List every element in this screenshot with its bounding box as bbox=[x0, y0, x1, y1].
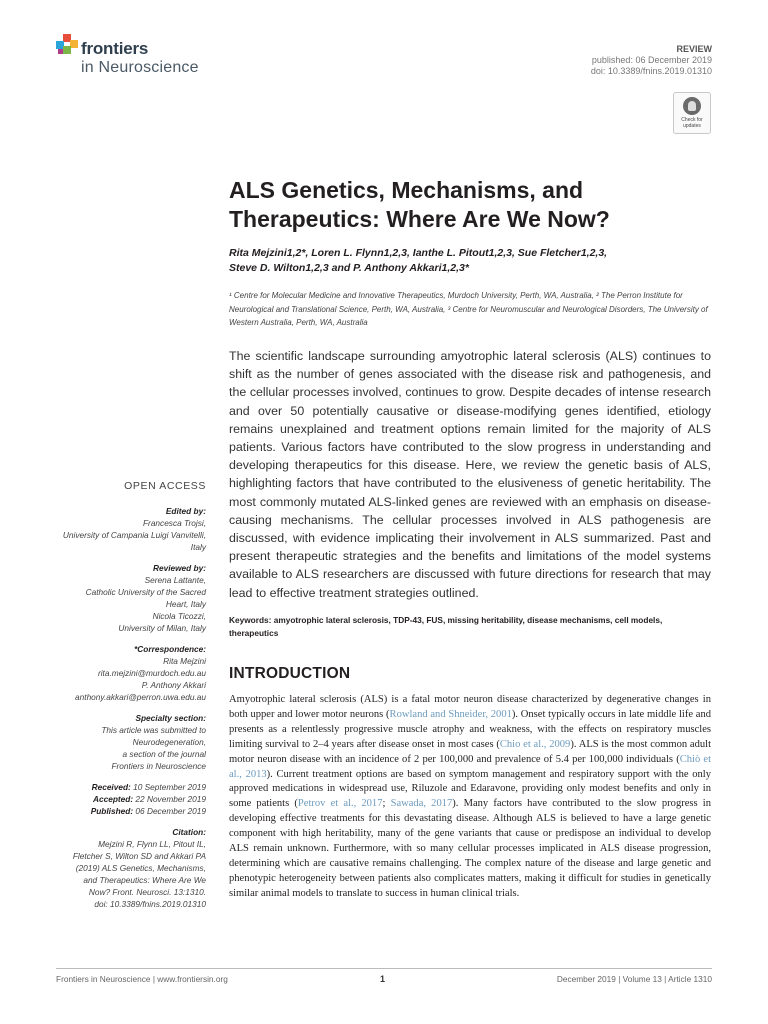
published-value: 06 December 2019 bbox=[135, 806, 206, 816]
intro-text: ). Current treatment options are based on symptom management and respiratory support with the only approved medications in widespread use, Riluzole and Edaravone, providing only modest benefits and only in some patients ( bbox=[229, 768, 711, 810]
intro-text: ). Many factors have contributed to the slow progress in developing effective treatments for this devastating disease. Although ALS is believed to have a large genetic component with high heritability, many of the gene variants that cause or predispose an individual to develop ALS remain unknown. Furthermore, with so many cellular processes implicated in ALS disease progression, determining which are causative remains challenging. The complex nature of the disease and large genetic and phenotypic heterogeneity between patients also complicates matters, making it difficult for studies in genetically similar animal models to translate to success in human clinical trials. bbox=[229, 798, 711, 899]
doi-link[interactable]: doi: 10.3389/fnins.2019.01310 bbox=[590, 66, 712, 76]
reviewer-line: Serena Lattante, bbox=[144, 575, 206, 585]
page-number: 1 bbox=[380, 974, 386, 984]
intro-text: ). ALS is the most common adult motor neuron disease with an incidence of 2 per 100,000 and prevalence of 5.4 per 100,000 individuals ( bbox=[229, 738, 711, 765]
footer-issue-info: December 2019 | Volume 13 | Article 1310 bbox=[556, 974, 712, 984]
introduction-paragraph bbox=[229, 693, 711, 902]
citation-doi[interactable]: doi: 10.3389/fnins.2019.01310 bbox=[94, 899, 206, 909]
citation-link[interactable]: Chiò et al., 2013 bbox=[229, 753, 711, 780]
received-value: 10 September 2019 bbox=[133, 782, 206, 792]
affiliations: ¹ Centre for Molecular Medicine and Innovative Therapeutics, Murdoch University, Perth, WA, Australia, ² The Perron Institute for Neurological and Translational Science, Perth, WA, Australia, ³ Centre for Neuromuscular and Neurological Disorders, The University of Western Australia, Perth, WA, Australia bbox=[229, 291, 708, 327]
logo-text-journal: in Neuroscience bbox=[81, 59, 199, 76]
reviewed-by-label: Reviewed by: bbox=[152, 563, 206, 573]
reviewer-line: University of Milan, Italy bbox=[118, 623, 206, 633]
correspondent-email[interactable]: anthony.akkari@perron.uwa.edu.au bbox=[75, 692, 206, 702]
accepted-date bbox=[56, 793, 206, 805]
citation-line: and Therapeutics: Where Are We bbox=[83, 875, 206, 885]
keywords: Keywords: amyotrophic lateral sclerosis, TDP-43, FUS, missing heritability, disease mechanisms, cell models, therapeutics bbox=[229, 615, 663, 638]
citation-block bbox=[56, 826, 206, 910]
received-label: Received: bbox=[91, 782, 131, 792]
published-label: Published: bbox=[90, 806, 134, 816]
correspondent-email[interactable]: rita.mejzini@murdoch.edu.au bbox=[97, 668, 206, 678]
citation-link[interactable]: Rowland and Shneider, 2001 bbox=[389, 708, 512, 720]
citation-line: Mejzini R, Flynn LL, Pitout IL, bbox=[98, 839, 206, 849]
open-access-label[interactable]: OPEN ACCESS bbox=[124, 480, 206, 492]
specialty-line: This article was submitted to bbox=[101, 725, 206, 735]
correspondent-name: Rita Mejzini bbox=[163, 656, 206, 666]
article-sidebar bbox=[56, 480, 206, 919]
edited-by-label: Edited by: bbox=[165, 506, 206, 516]
correspondent-name: P. Anthony Akkari bbox=[141, 680, 206, 690]
received-date bbox=[56, 781, 206, 793]
footer-divider bbox=[56, 968, 712, 969]
authors-line-2: Steve D. Wilton1,2,3 and P. Anthony Akkari1,2,3* bbox=[229, 262, 469, 274]
article-type: REVIEW bbox=[676, 44, 712, 54]
intro-text: ). Onset typically occurs in late middle life and presents as a relentlessly progressive muscle atrophy and weakness, with the effects on respiratory muscles limiting survival to 2–4 years after disease onset in most cases ( bbox=[229, 708, 711, 750]
reviewer-line: Nicola Ticozzi, bbox=[152, 611, 206, 621]
edited-by-block bbox=[56, 505, 206, 553]
citation-link[interactable]: Sawada, 2017 bbox=[390, 798, 453, 810]
footer-journal-link[interactable]: Frontiers in Neuroscience | www.frontiersin.org bbox=[56, 974, 228, 984]
reviewer-line: Catholic University of the Sacred bbox=[85, 587, 206, 597]
intro-text: ; bbox=[382, 798, 391, 810]
citation-label: Citation: bbox=[172, 827, 206, 837]
journal-logo[interactable] bbox=[56, 34, 226, 82]
section-heading-introduction: INTRODUCTION bbox=[229, 665, 351, 682]
editor-line: University of Campania Luigi Vanvitelli, bbox=[62, 530, 206, 540]
specialty-section-block bbox=[56, 712, 206, 772]
dates-block bbox=[56, 781, 206, 817]
author-list bbox=[229, 246, 699, 276]
bookmark-icon bbox=[683, 97, 701, 115]
frontiers-logo-icon bbox=[56, 34, 80, 58]
correspondence-block bbox=[56, 643, 206, 703]
article-title: ALS Genetics, Mechanisms, and Therapeutics: Where Are We Now? bbox=[229, 177, 610, 232]
accepted-label: Accepted: bbox=[92, 794, 134, 804]
correspondence-label: *Correspondence: bbox=[134, 644, 206, 654]
article-meta bbox=[591, 44, 712, 77]
check-updates-label: Check for updates bbox=[681, 117, 703, 129]
accepted-value: 22 November 2019 bbox=[135, 794, 206, 804]
authors-line-1: Rita Mejzini1,2*, Loren L. Flynn1,2,3, Ianthe L. Pitout1,2,3, Sue Fletcher1,2,3, bbox=[229, 247, 608, 259]
specialty-line: Neurodegeneration, bbox=[132, 737, 206, 747]
specialty-section-label: Specialty section: bbox=[135, 713, 206, 723]
editor-line: Francesca Trojsi, bbox=[142, 518, 206, 528]
specialty-line: a section of the journal bbox=[122, 749, 206, 759]
citation-link[interactable]: Chio et al., 2009 bbox=[499, 738, 571, 750]
logo-text-frontiers: frontiers bbox=[81, 39, 149, 58]
reviewed-by-block bbox=[56, 562, 206, 634]
citation-line: Now? Front. Neurosci. 13:1310. bbox=[88, 887, 206, 897]
published-date: published: 06 December 2019 bbox=[591, 55, 712, 65]
citation-line: (2019) ALS Genetics, Mechanisms, bbox=[75, 863, 206, 873]
citation-link[interactable]: Petrov et al., 2017 bbox=[297, 798, 383, 810]
reviewer-line: Heart, Italy bbox=[165, 599, 206, 609]
editor-line: Italy bbox=[190, 542, 206, 552]
specialty-line: Frontiers in Neuroscience bbox=[111, 761, 206, 771]
citation-line: Fletcher S, Wilton SD and Akkari PA bbox=[72, 851, 206, 861]
check-for-updates-button[interactable] bbox=[673, 92, 711, 134]
published-date-side bbox=[56, 805, 206, 817]
abstract: The scientific landscape surrounding amyotrophic lateral sclerosis (ALS) continues to shift as the number of genes associated with the disease risk and pathogenesis, and the cellular processes involved, continues to grow. Despite decades of intense research and over 50 potentially causative or disease-modifying genes identified, etiology remains unexplained and treatment options remain limited for the majority of ALS patients. Various factors have contributed to the slow progress in understanding and developing therapeutics for this disease. Here, we review the genetic basis of ALS, highlighting factors that have contributed to the elusiveness of genetic heritability. The most commonly mutated ALS-linked genes are reviewed with an emphasis on disease-causing mechanisms. The cellular processes involved in ALS pathogenesis are discussed, with evidence implicating their involvement in ALS summarized. Past and present therapeutic strategies and the benefits and limitations of the model systems available to ALS researchers are discussed with future directions for research that may lead to effective treatment strategies outlined. bbox=[229, 349, 711, 600]
intro-text: Amyotrophic lateral sclerosis (ALS) is a fatal motor neuron disease characterized by degenerative changes in both upper and lower motor neurons ( bbox=[229, 694, 711, 720]
